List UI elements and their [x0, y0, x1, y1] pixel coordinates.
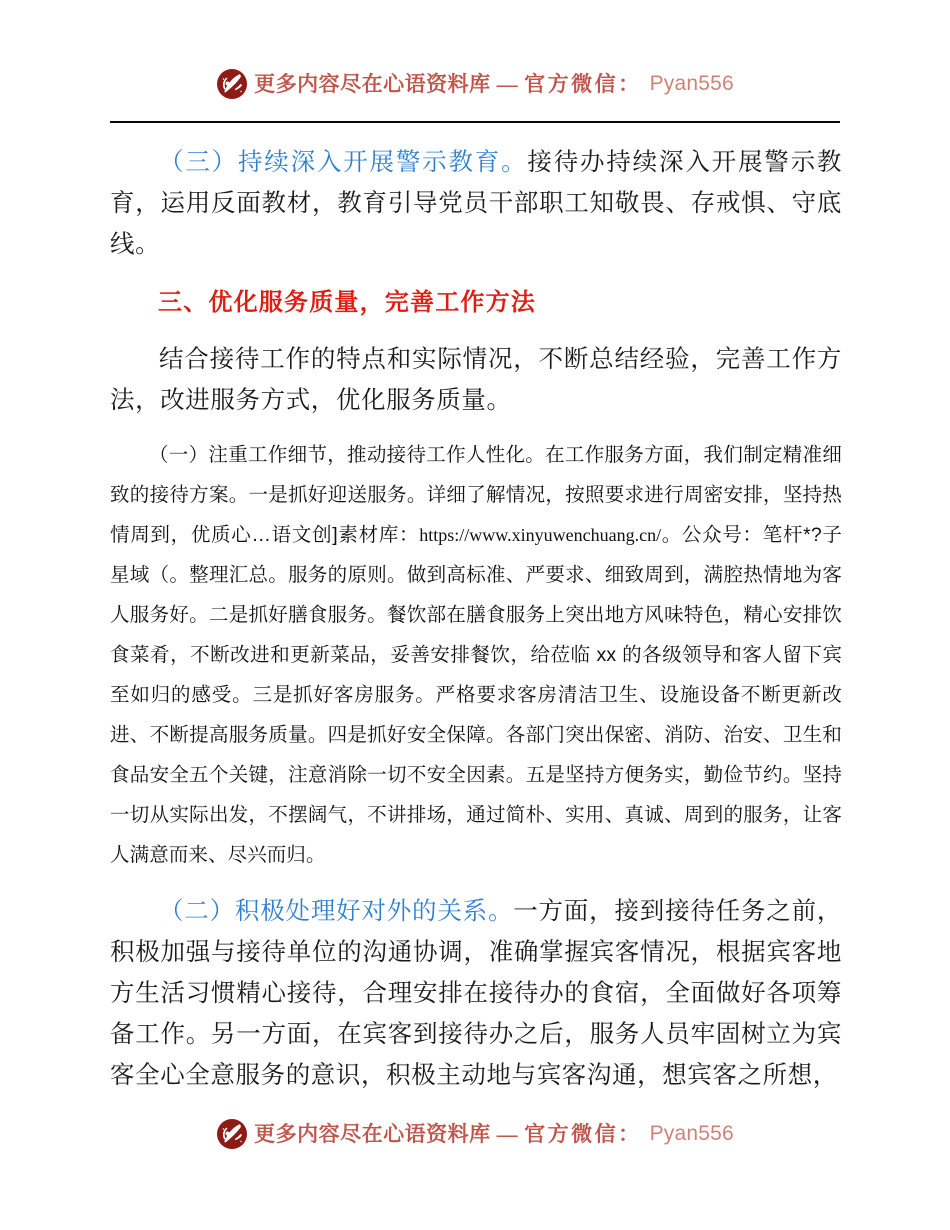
- paragraph-warning-education-text: 接待办持续深入开展警示教育，运用反面教材，教育引导党员干部职工知敬畏、存戒惧、守底线。: [110, 149, 842, 258]
- watermark-account-id: Pyan556: [649, 72, 734, 95]
- header-divider-rule: [110, 121, 840, 123]
- footer-watermark: [0, 1118, 950, 1150]
- paragraph-work-details-part2: 。公众号：笔杆*?子星域（。整理汇总。服务的原则。做到高标准、严要求、细致周到，满腔热情地为客人服务好。二是抓好膳食服务。餐饮部在膳食服务上突出地方风味特色，精心安排饮食菜肴，不断改进和更新菜品，妥善安排餐饮，给莅临 xx 的各级领导和客人留下宾至如归的感受。三是抓好客房服务。严格要求客房清洁卫生、设施设备不断更新改进、不断提高服务质量。四是抓好安全保障。各部门突出保密、消防、治安、卫生和食品安全五个关键，注意消除一切不安全因素。五是坚持方便务实，勤俭节约。坚持一切从实际出发，不摆阔气，不讲排场，通过简朴、实用、真诚、周到的服务，让客人满意而来、尽兴而归。: [110, 524, 842, 866]
- brush-circle-logo-icon: [216, 1118, 248, 1150]
- section-heading-three: 三、优化服务质量，完善工作方法: [158, 289, 536, 316]
- brush-circle-logo-icon: [216, 68, 248, 100]
- watermark-sub-text: 官方微信：: [524, 71, 642, 96]
- watermark-account-id: Pyan556: [649, 1122, 734, 1145]
- document-body: [110, 142, 842, 1096]
- watermark-main-text: 更多内容尽在心语资料库: [254, 1121, 491, 1146]
- header-watermark: [0, 68, 950, 100]
- watermark-dash: —: [496, 71, 519, 96]
- watermark-dash: —: [496, 1121, 519, 1146]
- watermark-sub-text: 官方微信：: [524, 1121, 642, 1146]
- run-in-heading-er: （二）积极处理好对外的关系。: [159, 898, 514, 925]
- paragraph-warning-education: [110, 142, 842, 265]
- watermark-main-text: 更多内容尽在心语资料库: [254, 71, 491, 96]
- source-url-text: https://www.xinyuwenchuang.cn/: [419, 525, 662, 545]
- paragraph-combine-reception: 结合接待工作的特点和实际情况，不断总结经验，完善工作方法，改进服务方式，优化服务质量。: [110, 346, 842, 414]
- run-in-heading-san: （三）持续深入开展警示教育。: [159, 149, 528, 176]
- paragraph-external-relations: [110, 891, 842, 1096]
- paragraph-external-relations-text: 一方面，接到接待任务之前，积极加强与接待单位的沟通协调，准确掌握宾客情况，根据宾客地方生活习惯精心接待，合理安排在接待办的食宿，全面做好各项筹备工作。另一方面，在宾客到接待办之后，服务人员牢固树立为宾客全心全意服务的意识，积极主动地与宾客沟通，想宾客之所想，: [110, 898, 842, 1089]
- paragraph-work-details-part1: （一）注重工作细节，推动接待工作人性化。在工作服务方面，我们制定精准细致的接待方案。一是抓好迎送服务。详细了解情况，按照要求进行周密安排，坚持热情周到，优质心…语文创]素材库：: [110, 444, 842, 546]
- paragraph-work-details: [110, 435, 842, 875]
